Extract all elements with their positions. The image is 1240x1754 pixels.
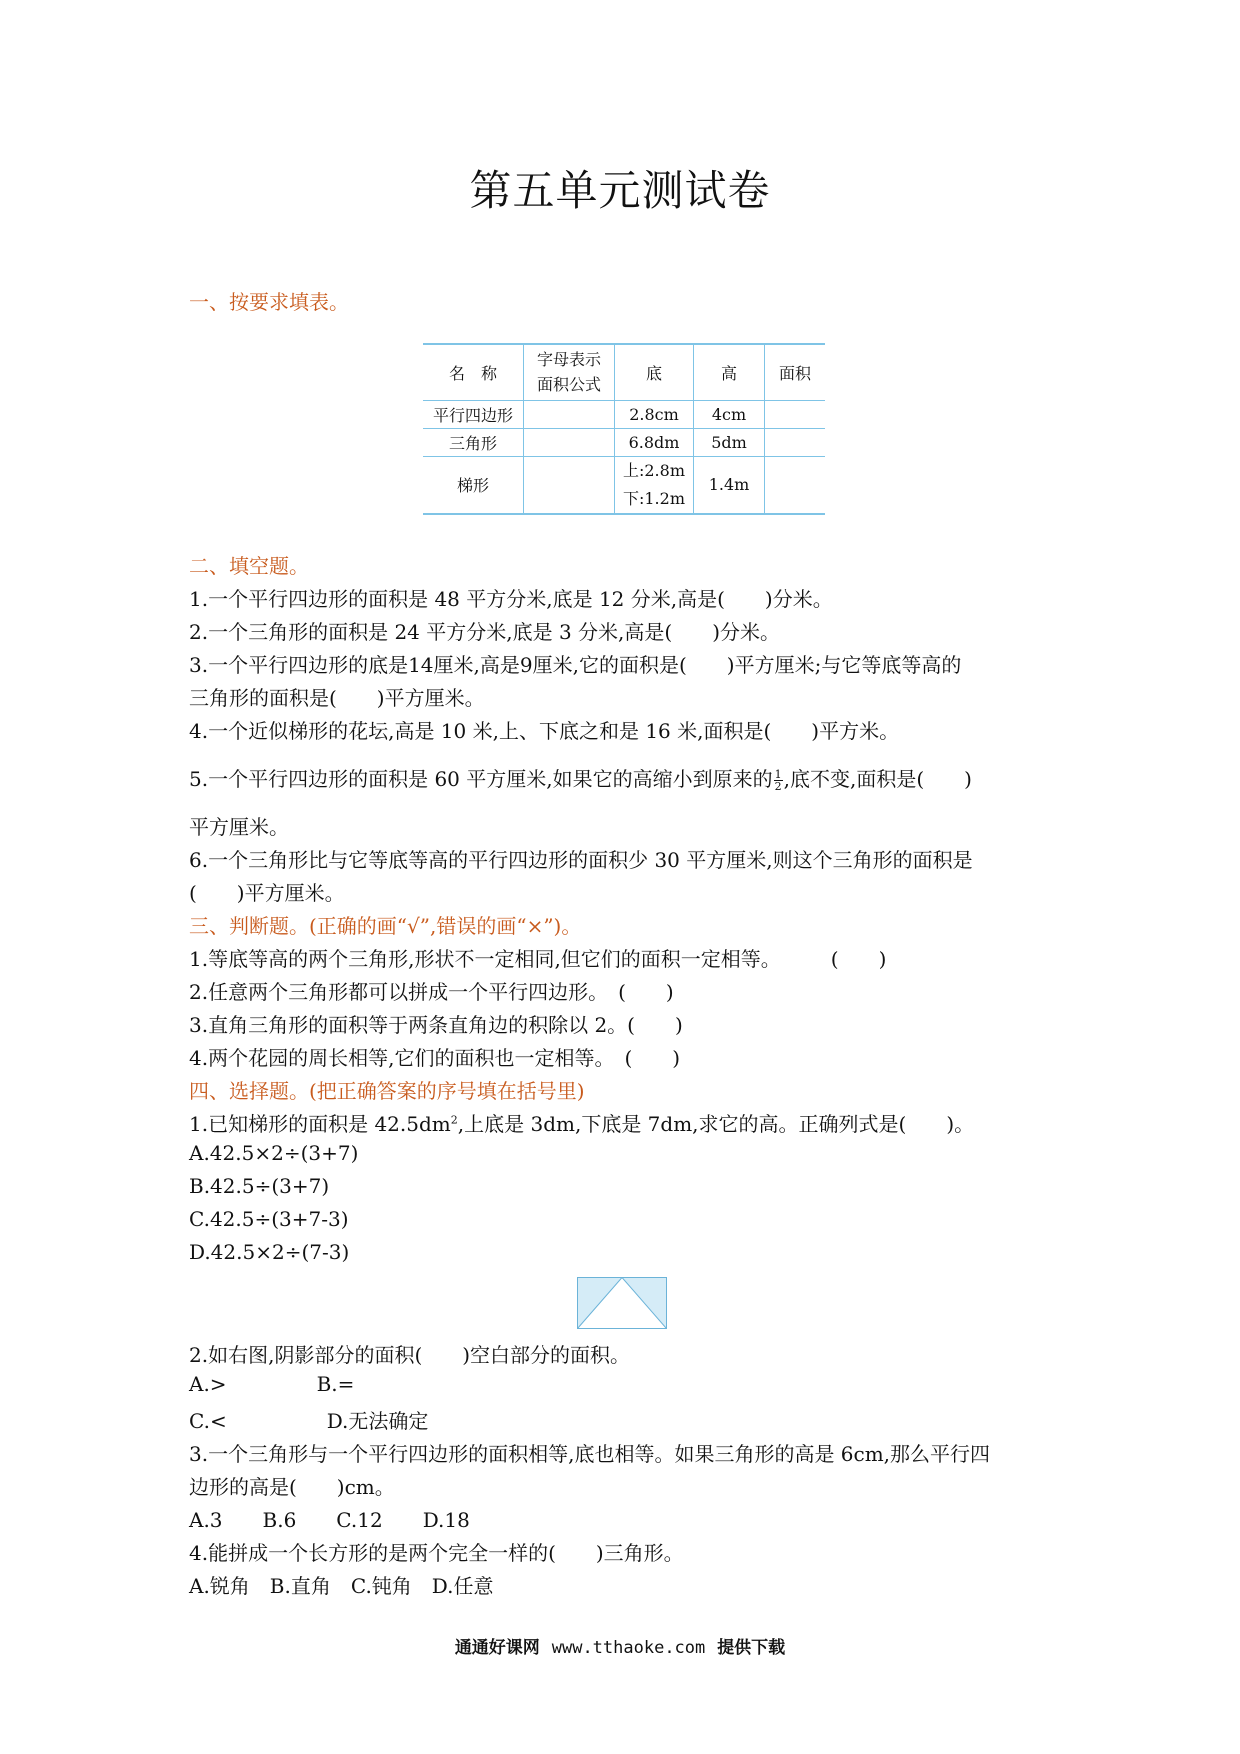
choice-option: D.42.5×2÷(7-3) <box>189 1240 350 1264</box>
fill-question-3-line-2: 三角形的面积是( )平方厘米。 <box>189 686 485 710</box>
row-area-cell[interactable] <box>765 428 826 456</box>
row-height: 1.4m <box>694 456 765 514</box>
judge-question-1: 1.等底等高的两个三角形,形状不一定相同,但它们的面积一定相等。 ( ) <box>189 947 887 971</box>
choice-option: B.42.5÷(3+7) <box>189 1174 330 1198</box>
choice-question-1 <box>189 1108 974 1137</box>
choice-question-2: 2.如右图,阴影部分的面积( )空白部分的面积。 <box>189 1343 631 1367</box>
fill-question-5-line-2: 平方厘米。 <box>189 815 289 839</box>
row-base: 6.8dm <box>615 428 694 456</box>
page-footer <box>0 1633 1240 1658</box>
choice-question-3-line-2: 边形的高是( )cm。 <box>189 1475 395 1499</box>
row-formula-cell[interactable] <box>524 456 615 514</box>
row-height: 4cm <box>694 400 765 428</box>
row-name: 梯形 <box>423 456 524 514</box>
fill-question-2: 2.一个三角形的面积是 24 平方分米,底是 3 分米,高是( )分米。 <box>189 620 781 644</box>
choice-question-1-text-end: ,上底是 3dm,下底是 7dm,求它的高。正确列式是( )。 <box>457 1112 975 1136</box>
row-area-cell[interactable] <box>765 456 826 514</box>
fill-question-1: 1.一个平行四边形的面积是 48 平方分米,底是 12 分米,高是( )分米。 <box>189 587 833 611</box>
fill-in-table <box>423 343 825 515</box>
judge-question-3: 3.直角三角形的面积等于两条直角边的积除以 2。( ) <box>189 1013 683 1037</box>
section-3-heading: 三、判断题。(正确的画“√”,错误的画“×”)。 <box>189 914 582 938</box>
choice-option: C.42.5÷(3+7-3) <box>189 1207 349 1231</box>
row-name: 平行四边形 <box>423 400 524 428</box>
fraction-numerator: 1 <box>774 768 782 781</box>
fraction <box>774 769 783 792</box>
choice-option <box>189 1372 354 1396</box>
choice-option-c: C.< <box>189 1409 227 1433</box>
shaded-rectangle-figure <box>577 1277 667 1329</box>
fill-question-6-line-2: ( )平方厘米。 <box>189 881 345 905</box>
superscript: 2 <box>450 1113 458 1127</box>
choice-option-a: A.> <box>189 1372 227 1396</box>
fill-question-5-text-end: ,底不变,面积是( ) <box>783 767 972 791</box>
choice-option-d: D.无法确定 <box>326 1409 429 1433</box>
footer-download-text: 提供下载 <box>717 1638 786 1658</box>
row-area-cell[interactable] <box>765 400 826 428</box>
judge-question-2: 2.任意两个三角形都可以拼成一个平行四边形。 ( ) <box>189 980 674 1004</box>
choice-question-4: 4.能拼成一个长方形的是两个完全一样的( )三角形。 <box>189 1541 684 1565</box>
section-1-heading: 一、按要求填表。 <box>189 290 349 314</box>
row-name: 三角形 <box>423 428 524 456</box>
fill-question-3-line-1: 3.一个平行四边形的底是14厘米,高是9厘米,它的面积是( )平方厘米;与它等底等高的 <box>189 653 962 677</box>
section-4-heading: 四、选择题。(把正确答案的序号填在括号里) <box>189 1079 585 1103</box>
fill-question-5-text: 5.一个平行四边形的面积是 60 平方厘米,如果它的高缩小到原来的 <box>189 767 773 791</box>
choice-question-1-text: 1.已知梯形的面积是 42.5dm <box>189 1112 451 1136</box>
fill-question-6-line-1: 6.一个三角形比与它等底等高的平行四边形的面积少 30 平方厘米,则这个三角形的面积是 <box>189 848 973 872</box>
fraction-denominator: 2 <box>774 780 782 793</box>
row-formula-cell[interactable] <box>524 400 615 428</box>
page-title: 第五单元测试卷 <box>469 166 771 215</box>
section-2-heading: 二、填空题。 <box>189 554 309 578</box>
choice-question-3-options: A.3 B.6 C.12 D.18 <box>189 1508 470 1532</box>
table-row <box>423 456 825 514</box>
row-base-top: 上:2.8m <box>622 460 685 480</box>
header-name: 名 称 <box>423 344 524 400</box>
header-formula-line-2: 面积公式 <box>536 375 601 395</box>
row-base: 2.8cm <box>615 400 694 428</box>
row-formula-cell[interactable] <box>524 428 615 456</box>
row-base <box>615 456 694 514</box>
choice-question-3-line-1: 3.一个三角形与一个平行四边形的面积相等,底也相等。如果三角形的高是 6cm,那么平行四 <box>189 1442 991 1466</box>
choice-option <box>189 1405 428 1434</box>
footer-site-name: 通通好课网 <box>454 1638 540 1658</box>
table-row <box>423 400 825 428</box>
header-base: 底 <box>615 344 694 400</box>
choice-option-b: B.= <box>316 1372 355 1396</box>
table-row <box>423 428 825 456</box>
header-formula-line-1: 字母表示 <box>536 350 601 370</box>
row-height: 5dm <box>694 428 765 456</box>
footer-url-link[interactable]: www.tthaoke.com <box>551 1638 706 1658</box>
header-area: 面积 <box>765 344 826 400</box>
judge-question-4: 4.两个花园的周长相等,它们的面积也一定相等。 ( ) <box>189 1046 681 1070</box>
row-base-bottom: 下:1.2m <box>622 488 685 508</box>
choice-option: A.42.5×2÷(3+7) <box>189 1141 359 1165</box>
choice-question-4-options: A.锐角 B.直角 C.钝角 D.任意 <box>189 1574 494 1598</box>
fill-question-4: 4.一个近似梯形的花坛,高是 10 米,上、下底之和是 16 米,面积是( )平方米。 <box>189 719 900 743</box>
header-formula <box>524 344 615 400</box>
header-height: 高 <box>694 344 765 400</box>
fill-question-5-line-1 <box>189 763 972 792</box>
